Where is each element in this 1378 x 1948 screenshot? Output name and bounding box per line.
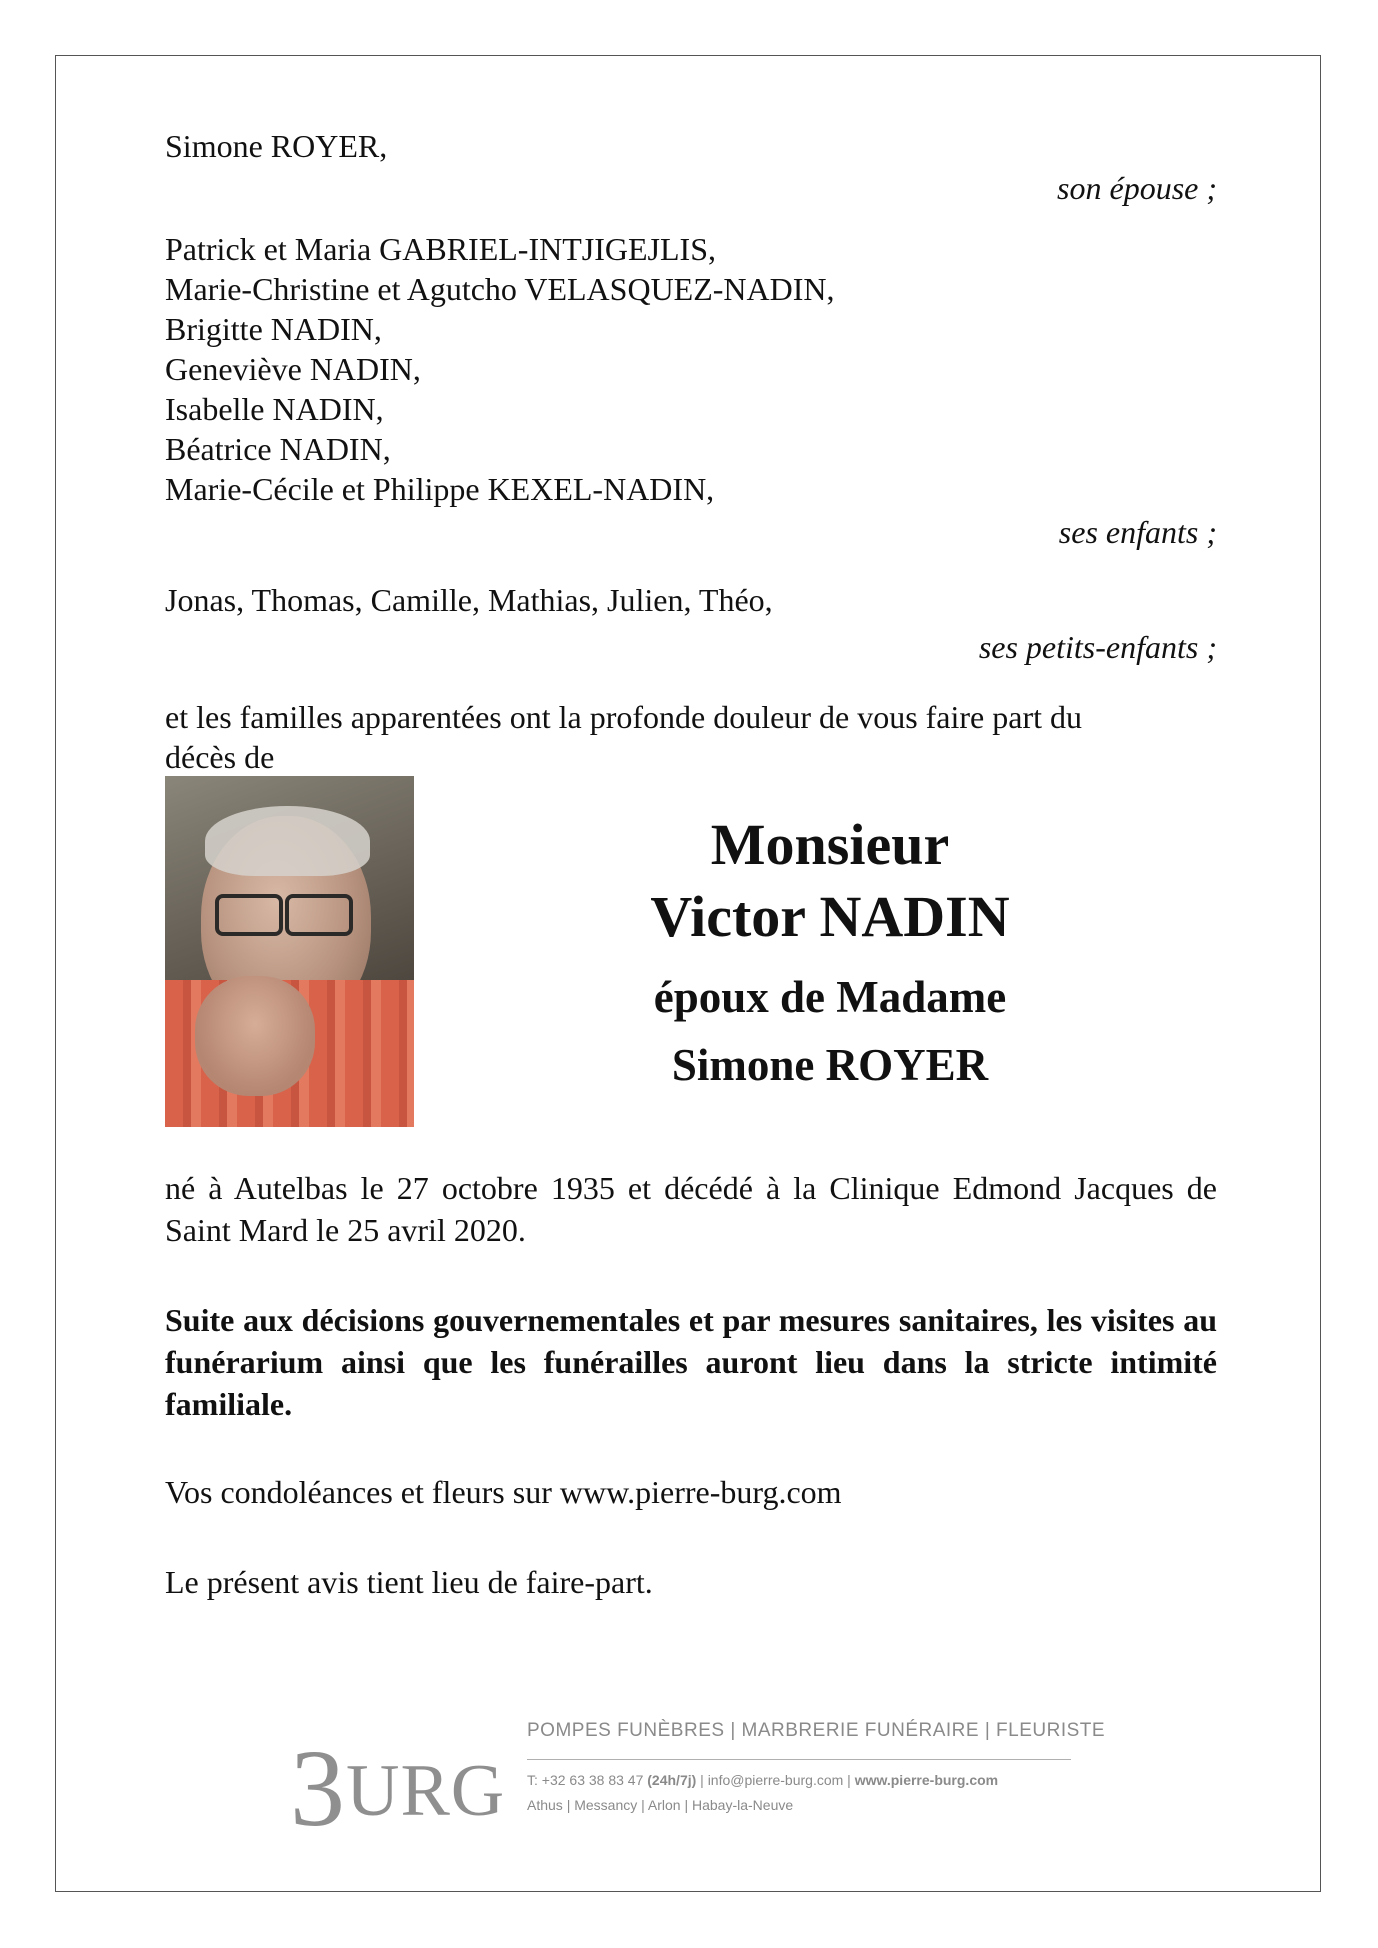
footer-divider: [527, 1759, 1071, 1760]
deceased-photo: [165, 776, 414, 1127]
footer-phone-hours: (24h/7j): [647, 1772, 697, 1788]
birth-death-details: né à Autelbas le 27 octobre 1935 et décédé à la Clinique Edmond Jacques de Saint Mard le 25 avril 2020.: [165, 1170, 1217, 1248]
logo-rest: URG: [346, 1750, 506, 1832]
spouse-role: son épouse ;: [1057, 170, 1217, 206]
deceased-title: Monsieur: [710, 812, 950, 877]
child-entry: Isabelle NADIN,: [165, 391, 384, 427]
child-entry: Brigitte NADIN,: [165, 311, 382, 347]
grandchildren-names: Jonas, Thomas, Camille, Mathias, Julien, Théo,: [165, 582, 773, 618]
burg-logo: [290, 1715, 506, 1849]
faire-part-text: Le présent avis tient lieu de faire-part.: [165, 1564, 653, 1600]
spouse-name: Simone ROYER,: [165, 128, 388, 164]
footer-locations: Athus | Messancy | Arlon | Habay-la-Neuve: [527, 1797, 794, 1813]
grandchildren-role: ses petits-enfants ;: [978, 629, 1217, 665]
child-entry: Marie-Cécile et Philippe KEXEL-NADIN,: [165, 471, 715, 507]
deceased-spouse-line-2: Simone ROYER: [671, 1040, 989, 1090]
photo-hair: [205, 806, 370, 876]
deceased-name: Victor NADIN: [650, 884, 1010, 949]
footer-phone: T: +32 63 38 83 47: [527, 1772, 648, 1788]
children-role: ses enfants ;: [1058, 514, 1217, 550]
photo-hand: [195, 976, 315, 1096]
child-entry: Marie-Christine et Agutcho VELASQUEZ-NADIN,: [165, 271, 835, 307]
announcement-line-2: décès de: [165, 739, 275, 775]
footer-website: www.pierre-burg.com: [854, 1772, 999, 1788]
sanitary-notice: Suite aux décisions gouvernementales et par mesures sanitaires, les visites au funérarium ainsi que les funérailles auront lieu dans la stricte intimité familiale.: [165, 1302, 1217, 1422]
photo-glasses-right: [285, 894, 353, 936]
deceased-spouse-line-1: époux de Madame: [653, 972, 1007, 1022]
condolences-text: Vos condoléances et fleurs sur www.pierre-burg.com: [165, 1474, 842, 1510]
child-entry: Patrick et Maria GABRIEL-INTJIGEJLIS,: [165, 231, 716, 267]
footer-email: | info@pierre-burg.com |: [696, 1772, 855, 1788]
logo-initial: 3: [290, 1727, 346, 1849]
child-entry: Béatrice NADIN,: [165, 431, 391, 467]
photo-glasses-left: [215, 894, 283, 936]
footer-contact: [527, 1772, 998, 1788]
footer-services: POMPES FUNÈBRES | MARBRERIE FUNÉRAIRE | FLEURISTE: [527, 1720, 1106, 1741]
announcement-line-1: et les familles apparentées ont la profonde douleur de vous faire part du: [165, 699, 1082, 735]
child-entry: Geneviève NADIN,: [165, 351, 421, 387]
children-list: [165, 229, 1217, 509]
